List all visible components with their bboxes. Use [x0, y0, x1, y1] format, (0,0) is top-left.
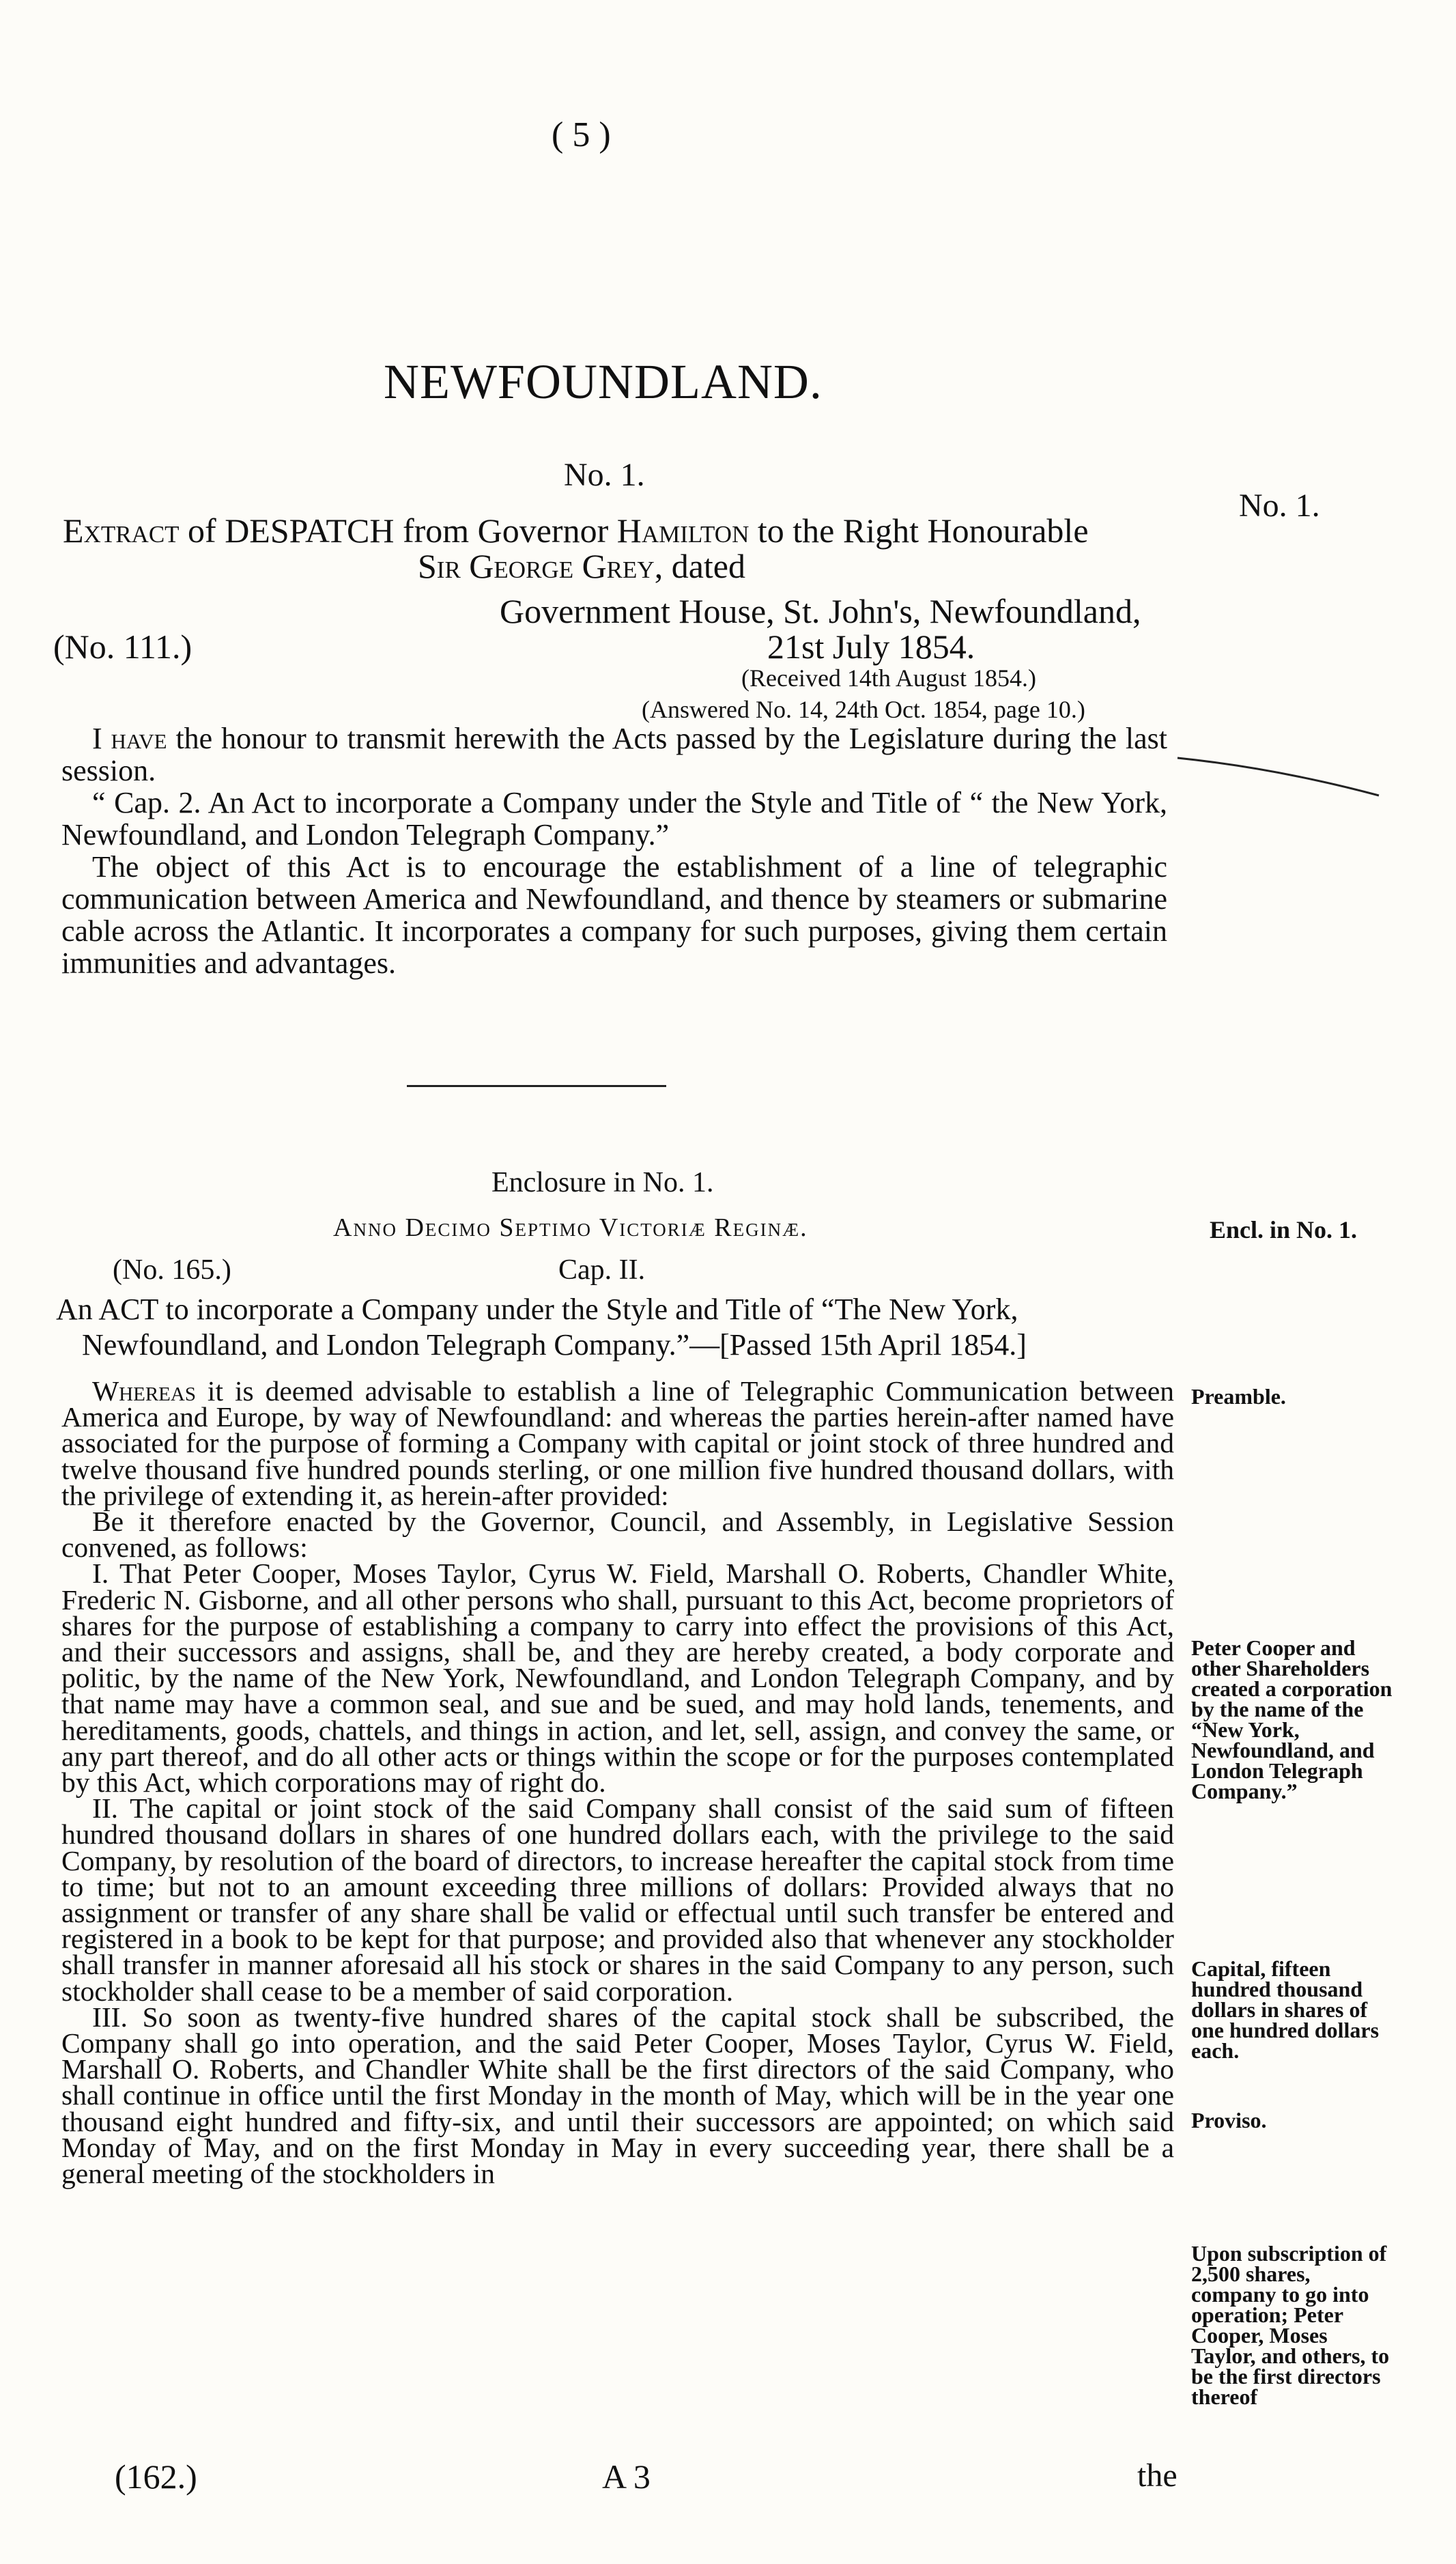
despatch-received: (Received 14th August 1854.): [741, 664, 1036, 692]
heading-despatch: of DESPATCH from Governor: [179, 511, 617, 550]
despatch-para-3: The object of this Act is to encourage the establishment of a line of telegraphic communication between America and Newfoundland, and thence by steamers or submarine cable across the Atlantic. It incorporates a company for such purposes, giving them certain immunities and advantages.: [61, 850, 1167, 980]
side-note-section-3: Upon subscription of 2,500 shares, company to go into operation; Peter Cooper, Moses Taylor, and others, to be the first directors thereof: [1191, 2241, 1390, 2409]
anno-line: Anno Decimo Septimo Victoriæ Reginæ.: [333, 1213, 808, 1242]
para-1-lead: I have: [92, 722, 167, 755]
enclosure-margin: Encl. in No. 1.: [1210, 1216, 1358, 1243]
despatch-place: Government House, St. John's, Newfoundland,: [500, 592, 1141, 630]
heading-hamilton: Hamilton: [616, 511, 750, 550]
heading-extract: Extract: [63, 511, 180, 550]
footer-number: (162.): [115, 2457, 197, 2496]
section-divider: [407, 1085, 666, 1087]
whereas-text: it is deemed advisable to establish a line of Telegraphic Communication between America and Europe, by way of Newfoundland: and whereas the parties herein-after named have associated for the purpose of forming a Company with capital or joint stock of three hundred and twelve thousand five hundred pounds sterling, or one million five hundred thousand dollars, with the privilege of extending it, as herein-after provided:: [61, 1375, 1174, 1511]
catchword: the: [1137, 2457, 1177, 2494]
enclosure-heading: Enclosure in No. 1.: [491, 1167, 714, 1198]
section-3: III. So soon as twenty-five hundred shares of the capital stock shall be subscribed, the Company shall go into operation, and the said Peter Cooper, Moses Taylor, Cyrus W. Field, Marshall O. Roberts, and Chandler White shall be the first directors of the said Company, who shall continue in office until the first Monday in the month of May, which will be in the year one thousand eight hundred and fifty-six, and until their successors are appointed; on which said Monday of May, and on the first Monday in May in every succeeding year, there shall be a general meeting of the stockholders in: [61, 2001, 1174, 2190]
despatch-ref: (No. 111.): [53, 628, 192, 666]
heading-dated: , dated: [654, 547, 745, 585]
margin-pen-stroke: [1174, 748, 1393, 802]
whereas-paragraph: [61, 1375, 1174, 1511]
despatch-answered: (Answered No. 14, 24th Oct. 1854, page 10.): [642, 696, 1085, 723]
despatch-body: [61, 722, 1167, 979]
para-1-text: the honour to transmit herewith the Acts passed by the Legislature during the last session.: [61, 722, 1167, 787]
despatch-date: 21st July 1854.: [767, 628, 975, 666]
heading-end: to the Right Honourable: [749, 511, 1089, 550]
despatch-number: No. 1.: [564, 457, 645, 493]
despatch-heading-line2: [418, 546, 745, 586]
section-2: II. The capital or joint stock of the said Company shall consist of the said sum of fifteen hundred thousand dollars in shares of one hundred dollars each, with the privilege to the said Company, by resolution of the board of directors, to increase hereafter the capital stock from time to time; but not to an amount exceeding three millions of dollars: Provided always that no assignment or transfer of any share shall be valid or effectual until such transfer be entered and registered in a book to be kept for that purpose; and provided also that whenever any stockholder shall transfer in manner aforesaid all his stock or shares in the said Company to any person, such stockholder shall cease to be a member of said corporation.: [61, 1792, 1174, 2007]
side-note-preamble: Preamble.: [1191, 1384, 1286, 1409]
despatch-heading-line1: [63, 511, 1089, 550]
whereas-lead: Whereas: [92, 1375, 196, 1407]
despatch-para-1: [61, 722, 1167, 787]
act-title-line-1: An ACT to incorporate a Company under the Style and Title of “The New York,: [56, 1293, 1018, 1326]
side-note-section-2: Capital, fifteen hundred thousand dollars in shares of one hundred dollars each.: [1191, 1956, 1380, 2063]
enacting-clause: Be it therefore enacted by the Governor, Council, and Assembly, in Legislative Session convened, as follows:: [61, 1506, 1174, 1564]
margin-despatch-number: No. 1.: [1239, 488, 1320, 524]
page-number: ( 5 ): [552, 115, 611, 154]
despatch-para-2: “ Cap. 2. An Act to incorporate a Company under the Style and Title of “ the New York, Newfoundland, and London Telegraph Company.”: [61, 786, 1167, 851]
page-title: NEWFOUNDLAND.: [384, 354, 823, 409]
section-1: I. That Peter Cooper, Moses Taylor, Cyrus W. Field, Marshall O. Roberts, Chandler White, Frederic N. Gisborne, and all other persons who shall, pursuant to this Act, become proprietors of shares for the purpose of establishing a company to carry into effect the provisions of this Act, and their successors and assigns, shall be, and they are hereby created, a body corporate and politic, by the name of the New York, Newfoundland, and London Telegraph Company, and by that name may have a common seal, and sue and be sued, and may hold lands, tenements, and hereditaments, goods, chattels, and things in action, and let, sell, assign, and convey the same, or any part thereof, and do all other acts or things within the scope or for the purposes contemplated by this Act, which corporations may of right do.: [61, 1558, 1174, 1799]
enclosure-ref: (No. 165.): [113, 1254, 231, 1286]
act-body: [61, 1375, 1174, 2190]
act-title-line-2: Newfoundland, and London Telegraph Company.”—[Passed 15th April 1854.]: [82, 1328, 1027, 1362]
heading-grey: Sir George Grey: [418, 547, 655, 585]
side-note-section-1: Peter Cooper and other Shareholders created a corporation by the name of the “New York, Newfoundland, and London Telegraph Company.”: [1191, 1635, 1393, 1803]
signature-mark: A 3: [602, 2457, 651, 2496]
side-note-proviso: Proviso.: [1191, 2108, 1267, 2132]
cap-number: Cap. II.: [558, 1254, 646, 1286]
